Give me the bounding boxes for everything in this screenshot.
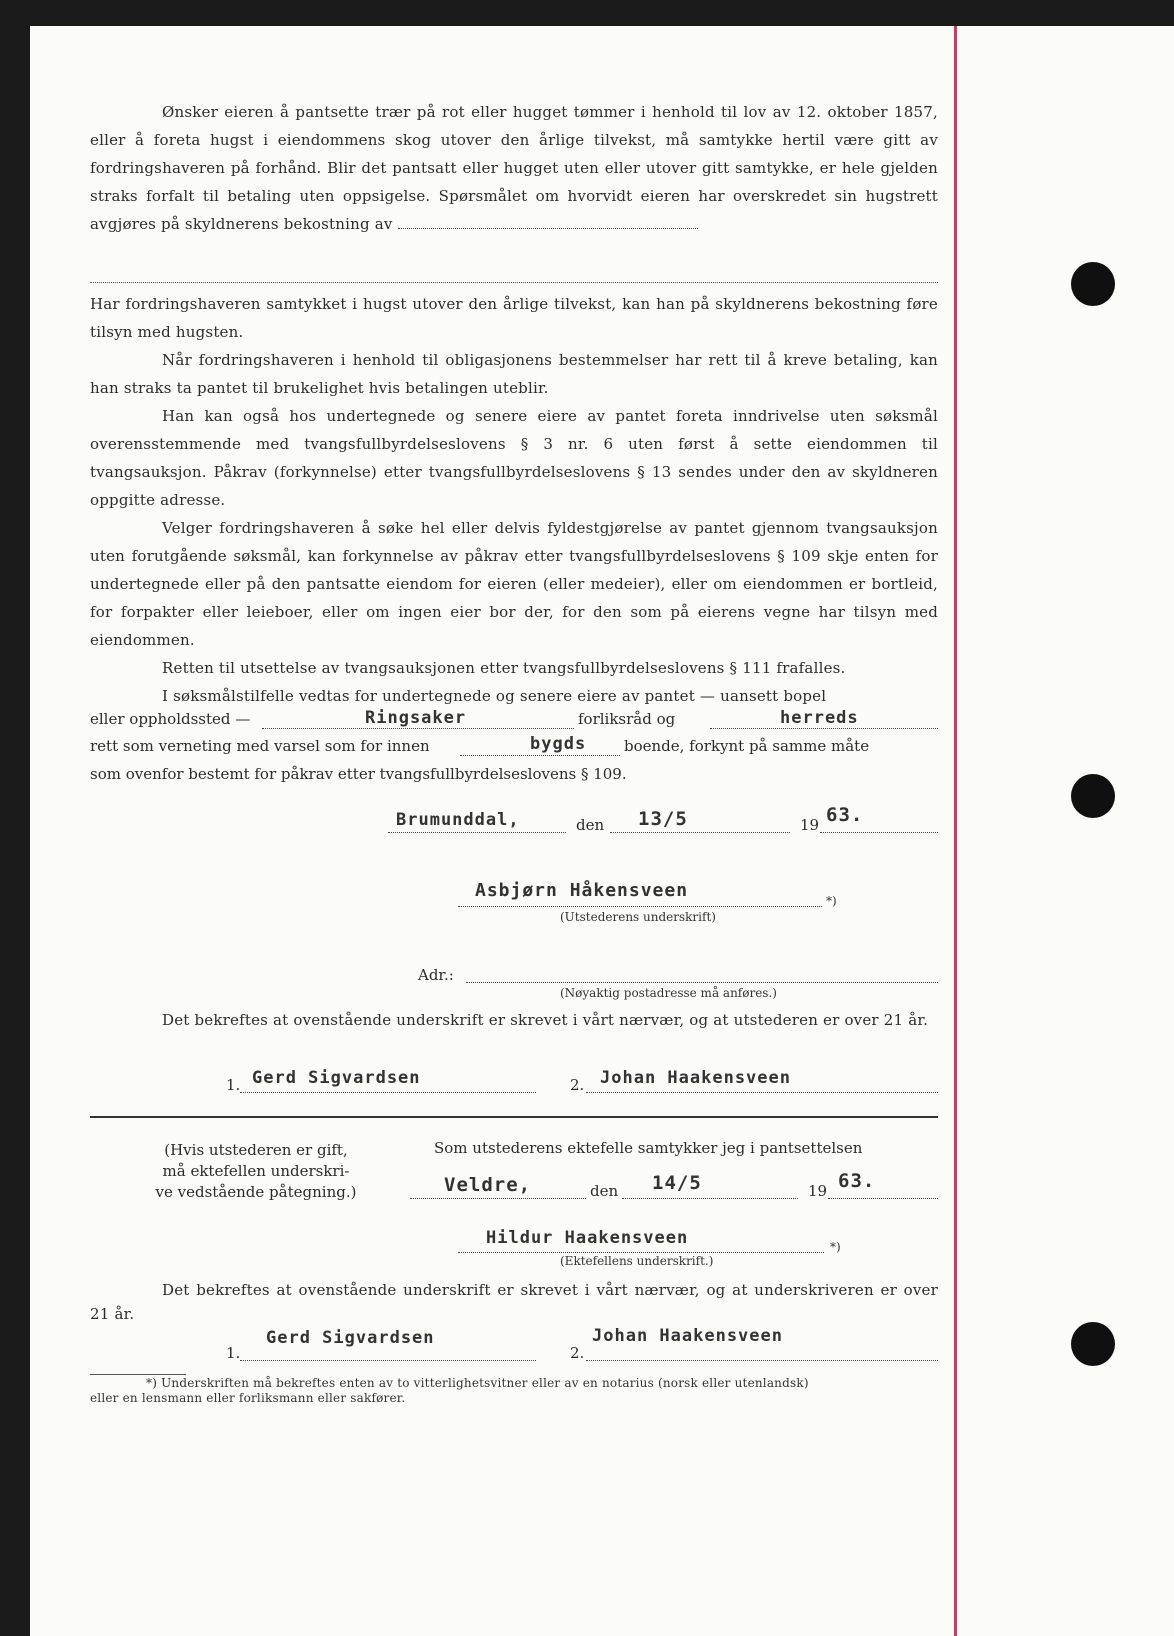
paragraph-utsettelse: Retten til utsettelse av tvangsauksjonen etter tvangsfullbyrdelseslovens § 111 frafalles.	[162, 659, 846, 677]
venue-line4: som ovenfor bestemt for påkrav etter tvangsfullbyrdelseslovens § 109.	[90, 765, 627, 783]
blank-line	[828, 1198, 938, 1199]
paragraph-brukelighet: Når fordringshaveren i henhold til obligasjonens bestemmelser har rett til å kreve betaling, kan han straks ta pantet til brukelighet hvis betalingen uteblir.	[90, 351, 938, 397]
den-label: den	[590, 1182, 619, 1200]
issuer-date: 13/5	[638, 808, 688, 830]
paragraph-inndrivelse: Han kan også hos undertegnede og senere eiere av pantet foreta inndrivelse uten søksmål overensstemmende med tvangsfullbyrdelseslovens § 3 nr. 6 uten først å sette eiendommen til tvangsauksjon. Påkrav (forkynnelse) etter tvangsfullbyrdelseslovens § 13 sendes under den av skyldneren oppgitte adresse.	[90, 407, 938, 509]
blank-line	[610, 832, 790, 833]
venue-intro: I søksmålstilfelle vedtas for undertegnede og senere eiere av pantet — uansett bopel	[162, 687, 827, 705]
address-caption: (Nøyaktig postadresse må anføres.)	[560, 986, 777, 1000]
witness-number: 1.	[226, 1076, 241, 1094]
footnote-mark: *)	[830, 1240, 841, 1254]
venue-line-prefix: eller oppholdssted —	[90, 710, 251, 728]
blank-line	[710, 728, 938, 729]
punch-hole	[1071, 774, 1115, 818]
witness-2-signature: Johan Haakensveen	[600, 1068, 791, 1088]
blank-line	[398, 212, 698, 229]
blank-line	[410, 1198, 586, 1199]
spouse-place: Veldre,	[444, 1174, 532, 1196]
spouse-date: 14/5	[652, 1172, 702, 1194]
issuer-place: Brumunddal,	[396, 810, 520, 830]
signature-line	[458, 1252, 824, 1253]
witness-number: 2.	[570, 1344, 585, 1362]
blank-line	[820, 832, 938, 833]
spouse-year: 63.	[838, 1170, 876, 1192]
spouse-note: (Hvis utstederen er gift, må ektefellen underskri- ve vedstående påtegning.)	[155, 1141, 357, 1201]
blank-line	[622, 1198, 798, 1199]
venue-place-bygds: bygds	[530, 734, 587, 754]
footnote: *) Underskriften må bekreftes enten av to vitterlighetsvitner eller av en notarius (norsk eller utenlandsk) eller en lensmann eller forliksmann eller sakfører.	[90, 1376, 809, 1405]
blank-line	[90, 282, 938, 283]
paragraph-tilsyn: Har fordringshaveren samtykket i hugst utover den årlige tilvekst, kan han på skyldnerens bekostning føre tilsyn med hugsten.	[90, 295, 938, 341]
signature-line	[240, 1360, 536, 1361]
section-divider	[90, 1116, 938, 1118]
year-prefix: 19	[800, 816, 820, 834]
signature-line	[458, 906, 822, 907]
spouse-signature-caption: (Ektefellens underskrift.)	[560, 1254, 714, 1268]
witness-2-signature: Johan Haakensveen	[592, 1326, 783, 1346]
issuer-signature-caption: (Utstederens underskrift)	[560, 910, 716, 924]
signature-line	[586, 1360, 938, 1361]
venue-line3-prefix: rett som verneting med varsel som for innen	[90, 737, 430, 755]
witness-number: 2.	[570, 1076, 585, 1094]
punch-hole	[1071, 1322, 1115, 1366]
blank-line	[388, 832, 566, 833]
venue-place-ringsaker: Ringsaker	[365, 708, 467, 728]
document-page	[30, 26, 1174, 1636]
year-prefix: 19	[808, 1182, 828, 1200]
issuer-signature: Asbjørn Håkensveen	[475, 880, 689, 901]
blank-line	[460, 755, 620, 756]
spouse-consent: Som utstederens ektefelle samtykker jeg i pantsettelsen	[434, 1139, 863, 1157]
signature-line	[586, 1092, 938, 1093]
footnote-mark: *)	[826, 894, 837, 908]
address-line	[466, 982, 938, 983]
punch-hole	[1071, 262, 1115, 306]
margin-line	[954, 26, 957, 1636]
witness-statement-1: Det bekreftes at ovenstående underskrift er skrevet i vårt nærvær, og at utstederen er over 21 år.	[162, 1011, 929, 1029]
signature-line	[240, 1092, 536, 1093]
blank-line	[262, 728, 574, 729]
spouse-signature: Hildur Haakensveen	[486, 1228, 689, 1248]
venue-line3-suffix: boende, forkynt på samme måte	[624, 737, 870, 755]
paragraph-tvangsauksjon: Velger fordringshaveren å søke hel eller delvis fyldestgjørelse av pantet gjennom tvangsauksjon uten forutgående søksmål, kan forkynnelse av påkrav etter tvangsfullbyrdelseslovens § 109 skje enten for undertegnede eller på den pantsatte eiendom for eieren (eller medeier), eller om eiendommen er bortleid, for forpakter eller leieboer, eller om ingen eier bor der, for den som på eierens vegne har tilsyn med eiendommen.	[90, 519, 938, 649]
witness-statement-2: Det bekreftes at ovenstående underskrift er skrevet i vårt nærvær, og at underskriveren er over 21 år.	[90, 1281, 938, 1323]
venue-forliksrad: forliksråd og	[578, 710, 676, 728]
witness-1-signature: Gerd Sigvardsen	[252, 1068, 421, 1088]
footnote-rule	[90, 1374, 186, 1375]
witness-1-signature: Gerd Sigvardsen	[266, 1328, 435, 1348]
paragraph-hugst: Ønsker eieren å pantsette trær på rot eller hugget tømmer i henhold til lov av 12. oktober 1857, eller å foreta hugst i eiendommens skog utover den årlige tilvekst, må samtykke hertil være gitt av fordringshaveren på forhånd. Blir det pantsatt eller hugget uten eller utover gitt samtykke, er hele gjelden straks forfalt til betaling uten oppsigelse. Spørsmålet om hvorvidt eieren har overskredet sin hugstrett avgjøres på skyldnerens bekostning av	[90, 103, 938, 233]
issuer-year: 63.	[826, 804, 864, 826]
den-label: den	[576, 816, 605, 834]
paragraph-body	[90, 290, 938, 710]
venue-place-herreds: herreds	[780, 708, 859, 728]
address-label: Adr.:	[418, 966, 454, 984]
witness-number: 1.	[226, 1344, 241, 1362]
